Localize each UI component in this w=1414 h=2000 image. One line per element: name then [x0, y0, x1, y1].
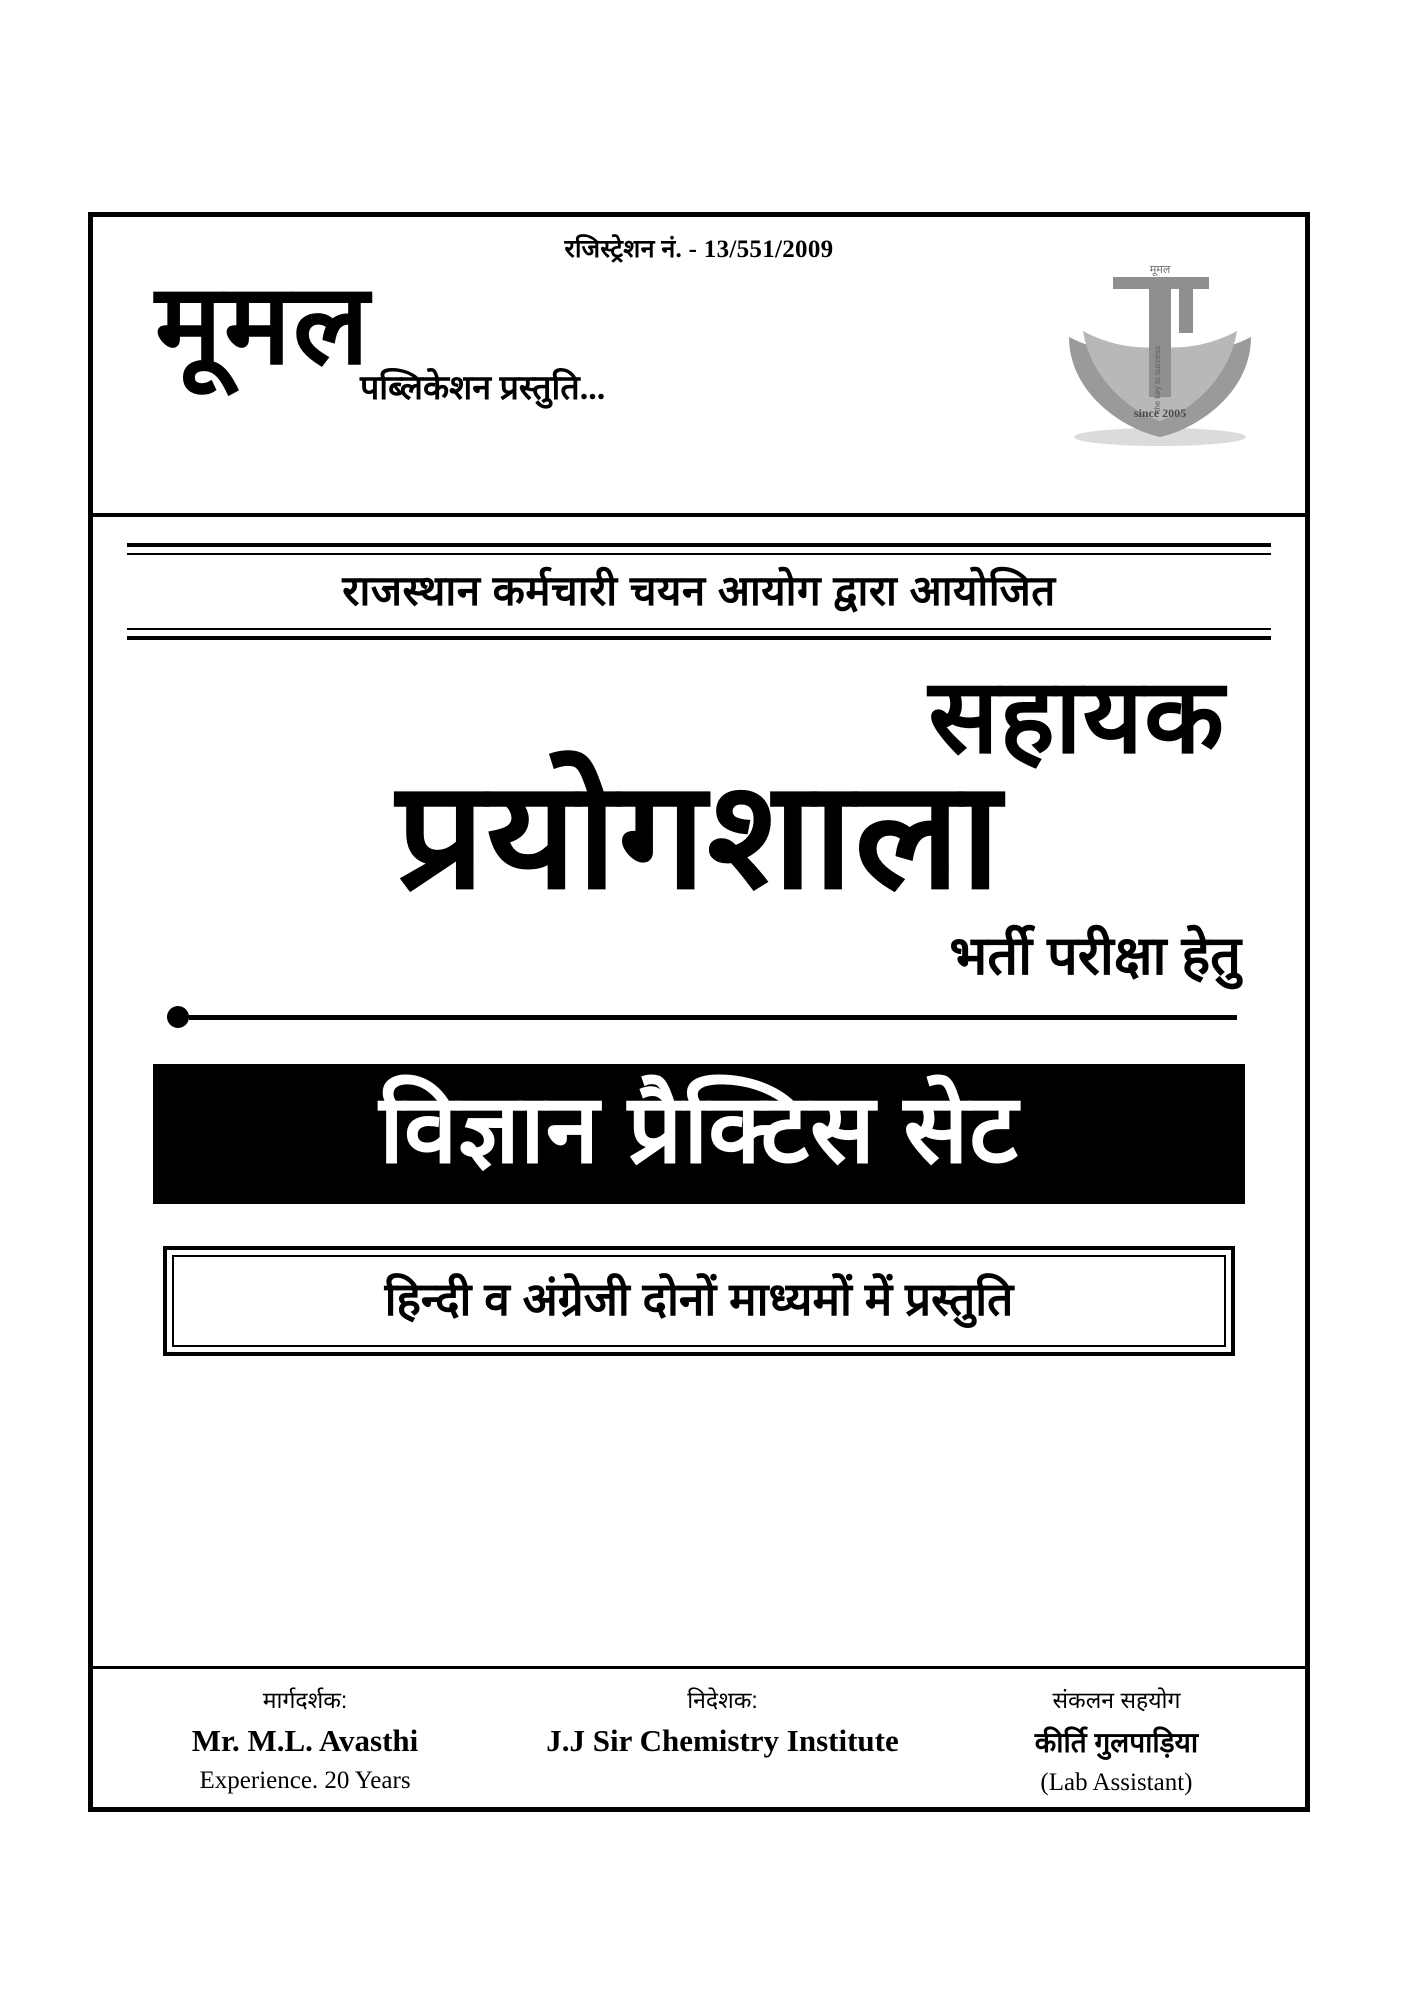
credit-name: J.J Sir Chemistry Institute: [546, 1723, 899, 1758]
book-cover: [88, 212, 1310, 1812]
title-line-2: प्रयोगशाला: [396, 751, 1002, 920]
brand-tagline: पब्लिकेशन प्रस्तुति...: [360, 370, 606, 407]
credit-guide: [111, 1683, 499, 1797]
subject-banner: विज्ञान प्रैक्टिस सेट: [153, 1064, 1245, 1204]
credit-subtext: Experience. 20 Years: [199, 1767, 411, 1794]
credit-name: Mr. M.L. Avasthi: [191, 1723, 419, 1758]
svg-text:the key to success: the key to success: [1153, 346, 1162, 412]
title-area: [127, 659, 1271, 990]
publisher-logo: [1053, 261, 1267, 451]
credit-name: कीर्ति गुलपाड़िया: [1034, 1727, 1199, 1758]
credit-director: [499, 1683, 946, 1797]
svg-text:since 2005: since 2005: [1133, 406, 1187, 420]
cover-content: [93, 517, 1305, 1632]
rule-bar: [189, 1015, 1237, 1020]
credits-footer: [93, 1666, 1305, 1807]
credit-subtext: (Lab Assistant): [1040, 1769, 1193, 1796]
registration-number: रजिस्ट्रेशन नं. - 13/551/2009: [564, 236, 834, 263]
title-line-1: सहायक: [928, 659, 1225, 775]
svg-text:मूमल: मूमल: [1149, 264, 1171, 276]
credit-role: निदेशक:: [687, 1687, 758, 1713]
title-line-3: भर्ती परीक्षा हेतु: [949, 926, 1241, 987]
language-note-text: हिन्दी व अंग्रेजी दोनों माध्यमों में प्रस्तुति: [172, 1255, 1226, 1347]
brand-block: [155, 262, 755, 409]
decorative-rule: [167, 1006, 1237, 1028]
credit-compiler: [946, 1683, 1287, 1797]
brand-name: मूमल: [155, 262, 371, 387]
bullet-dot-icon: [167, 1006, 189, 1028]
masthead: [93, 217, 1305, 517]
organizer-band: [127, 543, 1271, 640]
organizer-text: राजस्थान कर्मचारी चयन आयोग द्वारा आयोजित: [127, 553, 1271, 630]
language-note-box: [163, 1246, 1235, 1356]
credit-role: मार्गदर्शक:: [262, 1687, 348, 1713]
credit-role: संकलन सहयोग: [1052, 1687, 1181, 1713]
